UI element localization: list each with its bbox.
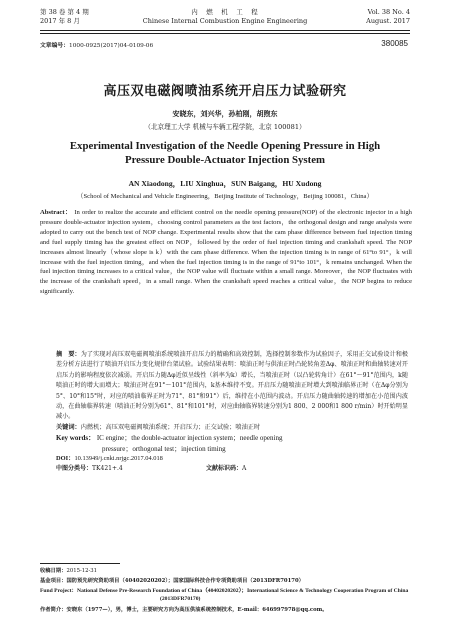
affiliation-cn: （北京理工大学 机械与车辆工程学院，北京 100081）	[144, 123, 306, 131]
authors-en: AN Xiaodong，LIU Xinghua，SUN Baigang，HU Xudong	[128, 179, 322, 188]
clc-label: 中图分类号：	[56, 465, 93, 473]
date-cn: 2017 年 8 月	[40, 17, 80, 25]
keywords-en-label: Key words：	[56, 434, 96, 443]
doi-label: DOI：	[56, 455, 75, 463]
clc-value: TK421+.4	[92, 465, 123, 473]
header-center	[40, 8, 410, 26]
header-right	[366, 8, 410, 26]
doi	[56, 454, 408, 464]
footnote-fund-en	[40, 587, 412, 603]
header-rule-thick	[40, 30, 410, 31]
doc-code	[206, 464, 246, 474]
article-id-value: 1000-0925(2017)04-0109-06	[69, 43, 154, 49]
article-id-label: 文章编号：	[40, 43, 69, 49]
title-cn: 高压双电磁阀喷油系统开启压力试验研究	[103, 84, 347, 99]
classification-row	[56, 464, 408, 474]
footnote-rule	[40, 563, 120, 564]
journal-name-cn: 内 燃 机 工 程	[191, 8, 259, 16]
keywords-cn	[56, 423, 408, 433]
doc-code-value: A	[242, 465, 247, 473]
date-en: August. 2017	[366, 17, 410, 25]
abstract-cn	[56, 350, 408, 423]
abstract-en-text: In order to realize the accurate and efficient control on the needle opening pressure(NOP) of the electronic injector in a high pressure double-actuator injection system，choosing control parameters as the test factors，the orthogonal design and range analysis were adopted to carry out the bench test of NOP change. Experimental results show that the cam phase difference between fuel injection timing and fuel supply timing has the greatest effect on NOP，followed by the order of fuel injection timing and crankshaft speed. The NOP increases almost linearly（whose slope is k）with the cam phase difference. When the injection timing is in range of 61°to 91°，k will increase with the fuel injection timing，and when the fuel injection timing is in the range of 91°to 101°，k remains unchanged. When the fuel injection timing increases to a critical value，the NOP value will fluctuate within a small range. Moreover，the NOP fluctuates with the increase of the crankshaft speed，in a small range. When the crankshaft speed reaches a critical value，the NOP begins to reduce significantly.	[40, 209, 412, 296]
article-id	[40, 40, 153, 49]
fund-cn-label: 基金项目：	[40, 578, 67, 584]
doi-value: 10.13949/j.cnki.nrjgc.2017.04.018	[74, 455, 163, 463]
journal-name-en: Chinese Internal Combustion Engine Engineering	[142, 17, 308, 25]
keywords-en-line1: IC engine；the double-actuator injection system；needle opening	[96, 434, 283, 443]
affiliation-en: （School of Mechanical and Vehicle Engineering，Beijing Institute of Technology，Beijing 100081，China）	[76, 193, 374, 200]
title-en: Experimental Investigation of the Needle Opening Pressure in High Pressure Double-Actuator Injection System	[69, 140, 381, 166]
abstract-cn-text: 为了实现对高压双电磁阀喷油系统喷油开启压力的精确和高效控制，选择控制参数作为试验因子，采用正交试验设计和极差分析方法进行了喷油开启压力变化规律台架试验。试验结果表明：喷油正时与供油正时凸轮转角差Δφ、喷油正时和曲轴转速对开启压力的影响程度依次减弱。开启压力随Δφ近似呈线性（斜率为k）增长，当喷油正时（以凸轮转角计）在61°～91°范围内，k随喷油正时的增大而增大；喷油正时在91°～101°范围内，k基本维持不变。开启压力随喷油正时增大到喷油临界正时（在Δφ分别为5°、10°和15°时，对应的喷油临界正时为71°、81°和91°）后，维持在小范围内波动。开启压力随曲轴转速的增加在小范围内波动，在曲轴临界转速（喷油正时分别为61°、81°和101°时，对应曲轴临界转速分别为1 800、2 000和1 800 r/min）时开始明显减小。	[56, 351, 409, 421]
header-rule-thin	[40, 33, 410, 34]
doc-code-label: 文献标识码：	[206, 465, 243, 473]
footnote-received	[40, 567, 412, 575]
keywords-cn-label: 关键词：	[56, 423, 81, 431]
fund-en-line2: (2013DFR70170)	[160, 596, 201, 602]
abstract-en-label: Abstract：	[40, 209, 73, 216]
author-bio-value: 安晓东（1977—），男，博士，主要研究方向为高压供油系统控制技术，E-mail：646997978@qq.com。	[66, 607, 328, 613]
volume-issue-cn: 第 38 卷 第 4 期	[40, 8, 89, 16]
received-label: 收稿日期：	[40, 568, 67, 574]
fund-en-line1: Fund Project：National Defense Pre-Research Foundation of China（40402020202）；International Science & Technology Cooperation Program of China	[40, 588, 409, 594]
keywords-cn-text: 内燃机；高压双电磁阀喷油系统；开启压力；正交试验；喷油正时	[80, 423, 261, 431]
abstract-cn-label: 摘 要：	[56, 351, 81, 358]
footnote-author	[40, 606, 412, 614]
abstract-cn-block	[56, 350, 408, 474]
footnote-fund-cn	[40, 577, 412, 585]
class-number: 380085	[381, 39, 408, 48]
authors-cn: 安晓东，刘兴华，孙柏刚，胡煦东	[172, 109, 278, 118]
keywords-en-line2: pressure；orthogonal test；injection timing	[102, 444, 226, 453]
received-value: 2015-12-31	[66, 568, 98, 574]
fund-cn-value: 国防预先研究资助项目（40402020202）；国家国际科技合作专项资助项目（2013DFR70170）	[66, 578, 304, 584]
keywords-en	[56, 433, 408, 454]
volume-issue-en: Vol. 38 No. 4	[367, 8, 410, 16]
author-bio-label: 作者简介：	[40, 607, 67, 613]
abstract-en	[40, 208, 412, 297]
